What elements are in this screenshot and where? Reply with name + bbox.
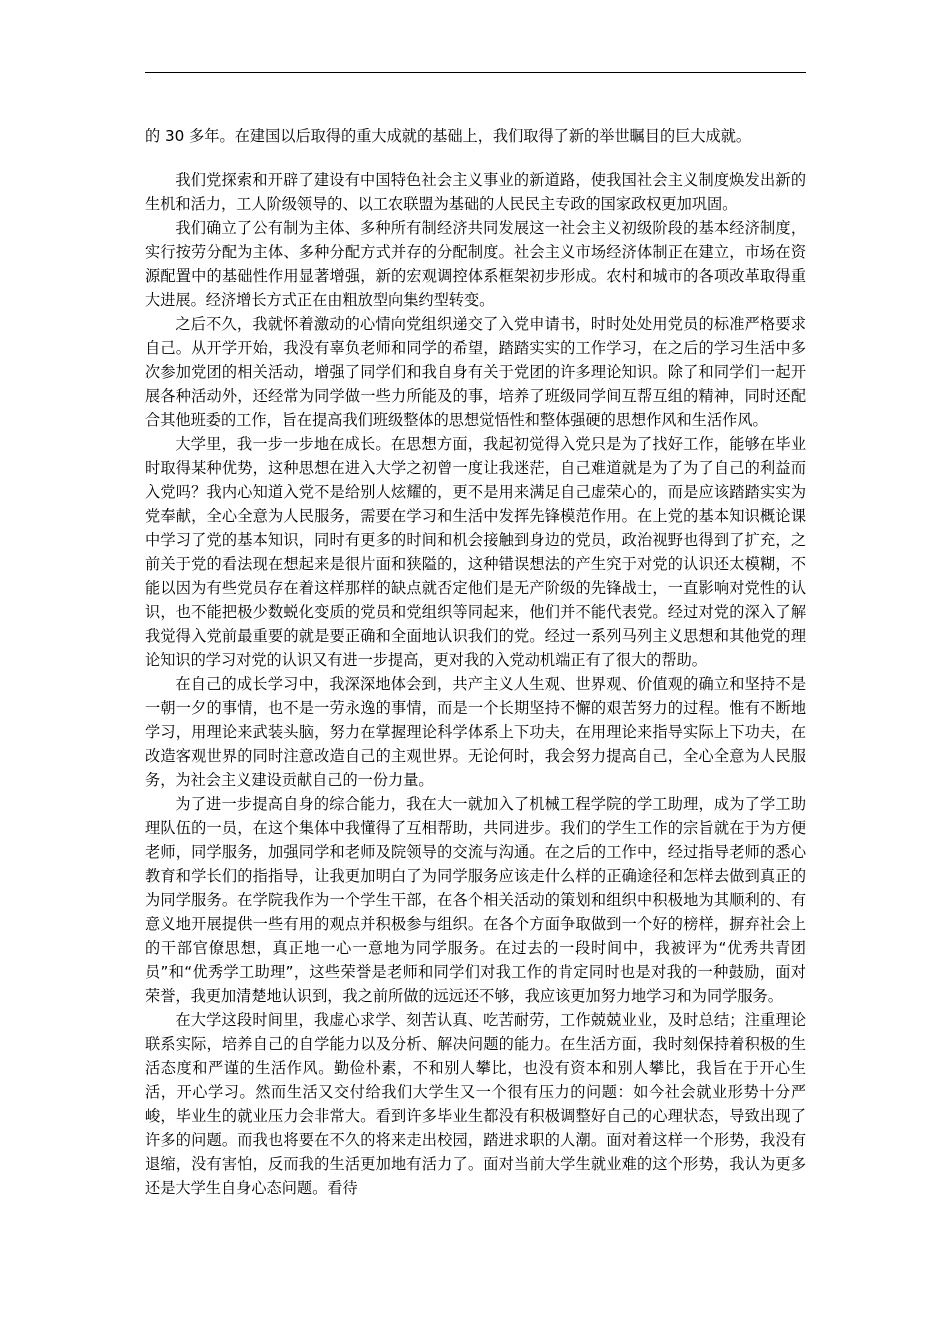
paragraph: 为了进一步提高自身的综合能力，我在大一就加入了机械工程学院的学工助理，成为了学工助理队伍的一员，在这个集体中我懂得了互相帮助，共同进步。我们的学生工作的宗旨就在于为方便老师，同学服务，加强同学和老师及院领导的交流与沟通。在之后的工作中，经过指导老师的悉心教育和学长们的指指导，让我更加明白了为同学服务应该走什么样的正确途径和怎样去做到真正的为同学服务。在学院我作为一个学生干部，在各个相关活动的策划和组织中积极地为其顺利的、有意义地开展提供一些有用的观点并积极参与组织。在各个方面争取做到一个好的榜样，摒弃社会上的干部官僚思想，真正地一心一意地为同学服务。在过去的一段时间中，我被评为“优秀共青团员”和“优秀学工助理”，这些荣誉是老师和同学们对我工作的肯定同时也是对我的一种鼓励，面对荣誉，我更加清楚地认识到，我之前所做的远远还不够，我应该更加努力地学习和为同学服务。 [145, 795, 806, 1005]
paragraph: 之后不久，我就怀着激动的心情向党组织递交了入党申请书，时时处处用党员的标准严格要求自己。从开学开始，我没有辜负老师和同学的希望，踏踏实实的工作学习，在之后的学习生活中多次参加党团的相关活动，增强了同学们和我自身有关于党团的许多理论知识。除了和同学们一起开展各种活动外，还经常为同学做一些力所能及的事，培养了班级同学间互帮互组的精神，同时还配合其他班委的工作，旨在提高我们班级整体的思想觉悟性和整体强硬的思想作风和生活作风。 [145, 315, 806, 429]
paragraph: 我们党探索和开辟了建设有中国特色社会主义事业的新道路，使我国社会主义制度焕发出新的生机和活力，工人阶级领导的、以工农联盟为基础的人民民主专政的国家政权更加巩固。 [145, 171, 806, 213]
paragraph: 在自己的成长学习中，我深深地体会到，共产主义人生观、世界观、价值观的确立和坚持不是一朝一夕的事情，也不是一劳永逸的事情，而是一个长期坚持不懈的艰苦努力的过程。惟有不断地学习，用理论来武装头脑，努力在掌握理论科学体系上下功夫，在用理论来指导实际上下功夫，在改造客观世界的同时注意改造自己的主观世界。无论何时，我会努力提高自己，全心全意为人民服务，为社会主义建设贡献自己的一份力量。 [145, 675, 806, 789]
paragraph-continuation: 的 30 多年。在建国以后取得的重大成就的基础上，我们取得了新的举世瞩目的巨大成就。 [145, 127, 752, 145]
header-rule [145, 72, 806, 73]
paragraph: 我们确立了公有制为主体、多种所有制经济共同发展这一社会主义初级阶段的基本经济制度，实行按劳分配为主体、多种分配方式并存的分配制度。社会主义市场经济体制正在建立，市场在资源配置中的基础性作用显著增强，新的宏观调控体系框架初步形成。农村和城市的各项改革取得重大进展。经济增长方式正在由粗放型向集约型转变。 [145, 219, 806, 309]
paragraph: 大学里，我一步一步地在成长。在思想方面，我起初觉得入党只是为了找好工作，能够在毕业时取得某种优势，这种思想在进入大学之初曾一度让我迷茫，自己难道就是为了为了自己的利益而入党吗？我内心知道入党不是给别人炫耀的，更不是用来满足自己虚荣心的，而是应该踏踏实实为党奉献，全心全意为人民服务，需要在学习和生活中发挥先锋模范作用。在上党的基本知识概论课中学习了党的基本知识，同时有更多的时间和机会接触到身边的党员，政治视野也得到了扩充，之前关于党的看法现在想起来是很片面和狭隘的，这种错误想法的产生究于对党的认识还太模糊，不能以因为有些党员存在着这样那样的缺点就否定他们是无产阶级的先锋战士，一直影响对党性的认识，也不能把极少数蜕化变质的党员和党组织等同起来，他们并不能代表党。经过对党的深入了解我觉得入党前最重要的就是要正确和全面地认识我们的党。经过一系列马列主义思想和其他党的理论知识的学习对党的认识又有进一步提高，更对我的入党动机端正有了很大的帮助。 [145, 435, 806, 669]
document-body [145, 124, 806, 1200]
paragraph: 在大学这段时间里，我虚心求学、刻苦认真、吃苦耐劳，工作兢兢业业，及时总结；注重理论联系实际，培养自己的自学能力以及分析、解决问题的能力。在生活方面，我时刻保持着积极的生活态度和严谨的生活作风。勤俭朴素，不和别人攀比，也没有资本和别人攀比，我旨在于开心生活，开心学习。然而生活又交付给我们大学生又一个很有压力的问题：如今社会就业形势十分严峻，毕业生的就业压力会非常大。看到许多毕业生都没有积极调整好自己的心理状态，导致出现了许多的问题。而我也将要在不久的将来走出校园，踏进求职的人潮。面对着这样一个形势，我没有退缩，没有害怕，反而我的生活更加地有活力了。面对当前大学生就业难的这个形势，我认为更多还是大学生自身心态问题。看待 [145, 1011, 806, 1197]
